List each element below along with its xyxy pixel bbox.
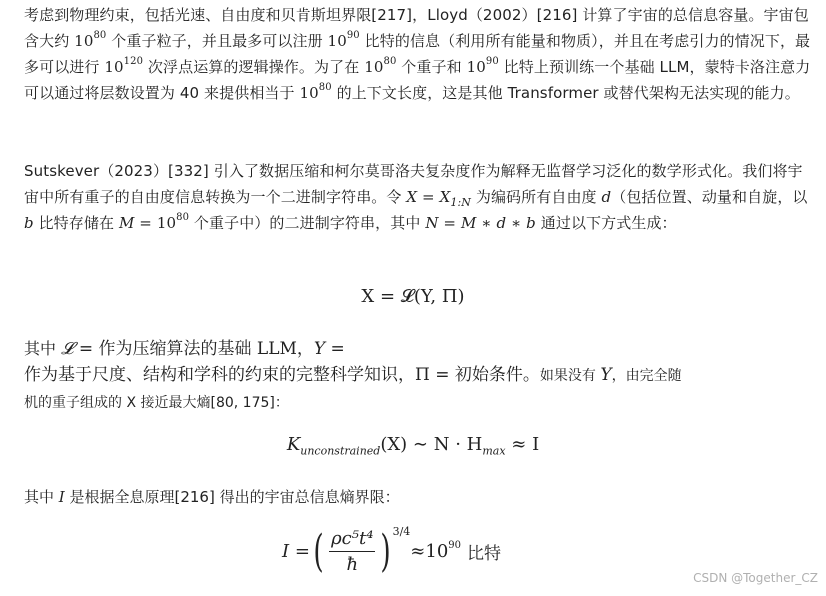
math-power: $10^{90}$ <box>466 56 499 76</box>
equation-holographic-bound: I = ( $\frac{\text{ρc⁵t⁴}}{ħ}$ ) 3/4 ≈ $10^{90}$ 比特 <box>282 525 502 577</box>
math-power: $10^{80}$ <box>299 82 332 102</box>
math-var: I <box>58 488 65 506</box>
math-power: $10^{90}$ <box>327 30 360 50</box>
csdn-watermark: CSDN @Together_CZ <box>693 571 818 585</box>
text-span: 考虑到物理约束，包括光速、自由度和贝肯斯坦界限[217]，Lloyd（2002）[216] 计算了宇宙的总信息容量。宇宙包含大约 <box>24 6 809 50</box>
exponent: 3/4 <box>392 525 411 538</box>
math-var: $X_{1:N}$ <box>439 188 471 209</box>
text-span: Sutskever（2023）[332] 引入了数据压缩和柯尔莫哥洛夫复杂度作为解释无监督学习泛化的数学形式化。我们将宇宙中所有重子的自由度信息转换为一个二进制字符串。令 <box>24 162 803 206</box>
math-power: $10^{120}$ <box>104 56 144 76</box>
fraction-denominator: ħ <box>346 554 359 575</box>
left-paren: ( <box>313 525 324 577</box>
fraction <box>329 528 375 575</box>
text-span: 的上下文长度，这是其他 Transformer 或替代架构无法实现的能力。 <box>331 84 800 102</box>
text-span: （包括位置、动量和自旋，以 <box>611 188 808 206</box>
text-span: 次浮点运算的逻辑操作。为了在 <box>143 58 365 76</box>
math-var: Y <box>313 339 326 359</box>
math-expression: M ∗ d ∗ b <box>460 214 536 232</box>
math-var: d <box>601 188 612 206</box>
math-var: X <box>406 188 418 206</box>
text-span: 比特的信息（利用所有能量和物质），并且在考虑引力的情况下，最多可以进行 <box>24 32 811 76</box>
fraction-numerator: ρc⁵t⁴ <box>329 528 375 552</box>
math-var: M <box>118 214 135 232</box>
text-span: 比特上预训练一个基础 LLM，蒙特卡洛注意力可以通过将层数设置为 40 来提供相当于 <box>24 58 811 102</box>
paragraph-sutskever-compression: Sutskever（2023）[332] 引入了数据压缩和柯尔莫哥洛夫复杂度作为解释无监督学习泛化的数学形式化。我们将宇宙中所有重子的自由度信息转换为一个二进制字符串。令 $X = X_{1:N}$ 为编码所有自由度 d（包括位置、动量和自旋，以 b 比特存储在 $M = 10^{80}$ 个重子中）的二进制字符串，其中 N = M ∗ d ∗ b 通过以下方式生成： <box>24 162 808 232</box>
math-var: 𝓛 <box>61 339 74 359</box>
math-var: b <box>24 214 34 232</box>
text-span: 个重子粒子，并且最多可以注册 <box>106 32 328 50</box>
math-var: N <box>425 214 439 232</box>
unit-label: 比特 <box>467 544 502 564</box>
where-clause-l-y: 其中 𝓛 = 作为压缩算法的基础 LLM，Y = 作为基于尺度、结构和学科的约束的完整科学知识，Π = 初始条件。如果没有 Y，由完全随 <box>24 339 682 385</box>
math-var: Y <box>600 365 612 385</box>
text-span: 比特存储在 <box>33 214 119 232</box>
right-paren: ) <box>380 525 392 577</box>
equation-k-unconstrained: $K_{unconstrained}(X)$ ∼ $N \cdot H_{max} \approx I$ <box>286 434 540 458</box>
math-power: $10^{80}$ <box>364 56 397 76</box>
math-power: $10^{80}$ <box>156 212 190 232</box>
text-span: 通过以下方式生成： <box>535 214 677 232</box>
text-span: 为编码所有自由度 <box>470 188 602 206</box>
equation-x-equals-l: X = 𝓛(Y, Π) <box>361 286 465 307</box>
where-clause-entropy-line: 机的重子组成的 X 接近最大熵[80, 175]： <box>24 395 289 411</box>
paragraph-lloyd-capacity <box>24 2 814 106</box>
math-power: $10^{80}$ <box>74 30 107 50</box>
text-span: 个重子和 <box>396 58 467 76</box>
math-power: $10^{90}$ <box>425 540 462 562</box>
text-span: 个重子中）的二进制字符串，其中 <box>189 214 426 232</box>
where-clause-i: 其中 I 是根据全息原理[216] 得出的宇宙总信息熵界限： <box>24 488 400 506</box>
